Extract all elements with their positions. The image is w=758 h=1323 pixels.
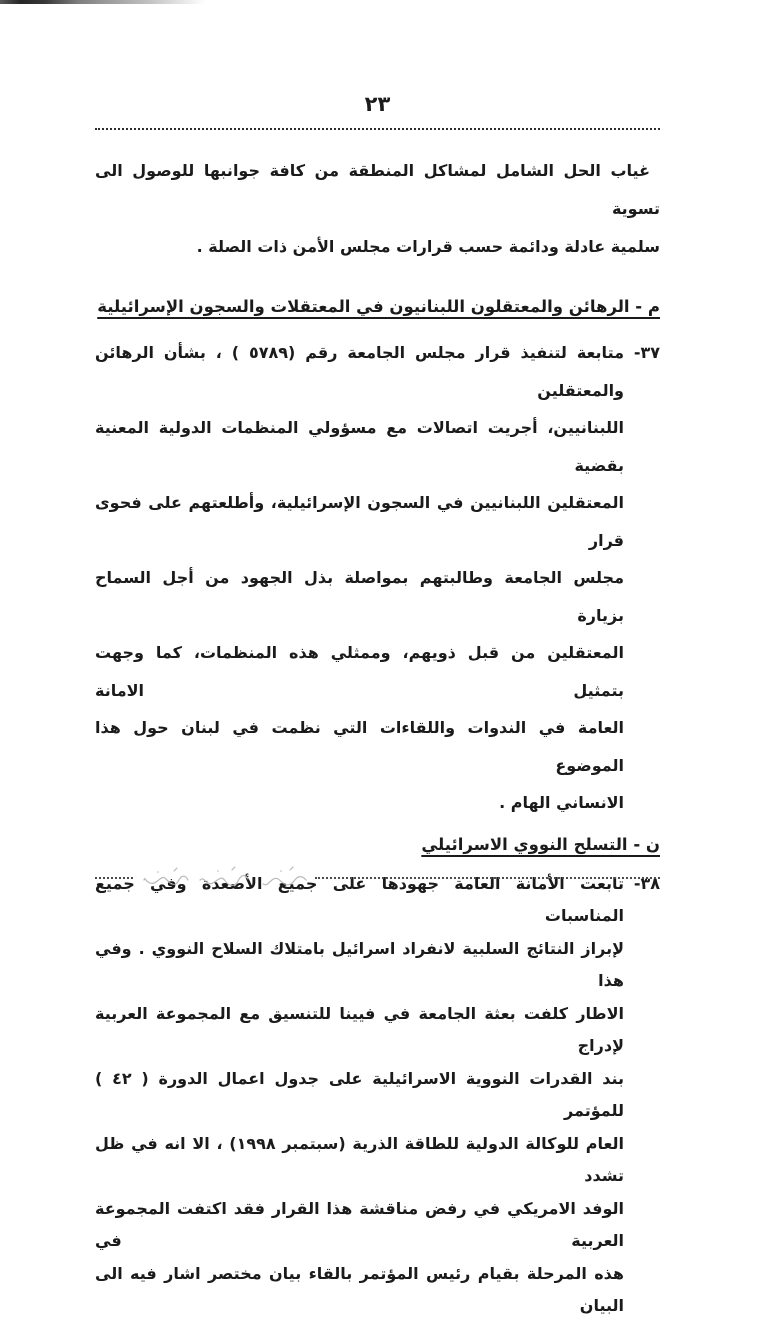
section-heading-n xyxy=(95,832,660,858)
text-line: بند القدرات النووية الاسرائيلية على جدول اعمال الدورة ( ٤٢ ) للمؤتمر xyxy=(95,1068,625,1120)
text-line: اللبنانيين، أجريت اتصالات مع مسؤولي المنظمات الدولية المعنية بقضية xyxy=(95,418,624,475)
text-line: تابعت الأمانة العامة جهودها على جميع الأصعدة وفي جميع المناسبات xyxy=(95,873,624,925)
text-line: غياب الحل الشامل لمشاكل المنطقة من كافة جوانبها للوصول الى تسوية xyxy=(95,161,660,218)
text-line: متابعة لتنفيذ قرار مجلس الجامعة رقم (٥٧٨٩ ) ، بشأن الرهائن والمعتقلين xyxy=(95,343,625,400)
scan-artifact xyxy=(0,0,205,4)
header-divider-line xyxy=(95,128,660,130)
text-line: سلمية عادلة ودائمة حسب قرارات مجلس الأمن ذات الصلة . xyxy=(196,237,660,256)
text-line: الاطار كلفت بعثة الجامعة في فيينا للتنسيق مع المجموعة العربية لإدراج xyxy=(95,1003,624,1055)
text-line: هذه المرحلة بقيام رئيس المؤتمر بالقاء بيان مختصر اشار فيه الى البيان xyxy=(95,1263,624,1315)
intro-paragraph xyxy=(95,152,660,266)
section-heading-m-text: م - الرهائن والمعتقلون اللبنانيون في المعتقلات والسجون الإسرائيلية xyxy=(97,297,660,316)
text-line: الوفد الامريكي في رفض مناقشة هذا القرار فقد اكتفت المجموعة العربية في xyxy=(95,1198,624,1250)
footer-dotted-line-left xyxy=(95,877,133,879)
text-line: مجلس الجامعة وطالبتهم بمواصلة بذل الجهود من أجل السماح بزيارة xyxy=(95,568,624,625)
footer-dotted-line-right xyxy=(315,877,660,879)
section-heading-m xyxy=(95,294,660,320)
text-line: لإبراز النتائج السلبية لانفراد اسرائيل بامتلاك السلاح النووي . وفي هذا xyxy=(95,938,624,990)
handwritten-note-icon xyxy=(140,866,308,890)
numbered-item-37 xyxy=(95,334,660,822)
numbered-item-38 xyxy=(95,868,660,1323)
text-line: العامة في الندوات واللقاءات التي نظمت في لبنان حول هذا الموضوع xyxy=(95,718,624,775)
item-number-38: ٣٨- xyxy=(633,873,660,893)
item-number-37: ٣٧- xyxy=(633,343,660,362)
text-line: المعتقلين اللبنانيين في السجون الإسرائيلية، وأطلعتهم على فحوى قرار xyxy=(95,493,624,550)
section-heading-n-text: ن - التسلح النووي الاسرائيلي xyxy=(421,834,660,854)
page-number: ٢٣ xyxy=(364,92,391,116)
item-37-text xyxy=(95,334,624,822)
text-line: العام للوكالة الدولية للطاقة الذرية (سبتمبر ١٩٩٨) ، الا انه في ظل تشدد xyxy=(95,1133,624,1185)
footer xyxy=(95,866,660,890)
text-line: المعتقلين من قبل ذويهم، وممثلي هذه المنظمات، كما وجهت بتمثيل الامانة xyxy=(95,643,624,700)
item-38-text xyxy=(95,868,624,1323)
text-line: الانساني الهام . xyxy=(499,793,624,812)
page-header xyxy=(95,92,660,120)
